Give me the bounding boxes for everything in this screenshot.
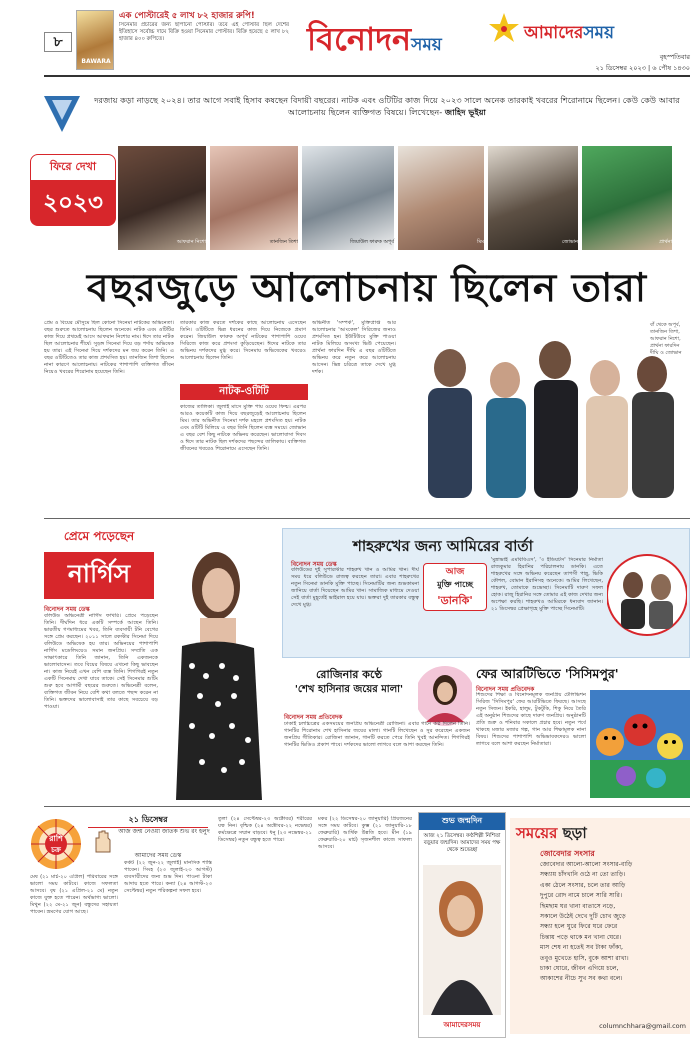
- sisimpur-byline: বিনোদন সময় প্রতিবেদক: [476, 686, 535, 693]
- caption-2: তানজিন তিশা: [269, 239, 298, 245]
- intro-arrow-icon: [44, 96, 80, 138]
- poster-body: সিনেমার প্রচারের জন্য ছাপানো পোস্টার। তবে এই পোস্টার ছিল দেশের ইতিহাসে সর্বোচ্চ দামে বিক্রি হওয়া সিনেমার পোস্টার। বিক্রি হয়েছে ৫ লাখ ৮২ হাজার ৪০০ রুপিতে।: [119, 22, 289, 42]
- nargis-text: বলিউড অভিনেত্রী নার্গিস ফাখরি। প্রেমে পড়েছেন তিনি। দীর্ঘদিন ধরে একটি সম্পর্কে আছেন তিনি। ভারতীয় গণমাধ্যমের খবর, তিনি ব্যবসায়ী টনি বেগের সঙ্গে প্রেম করছেন। ২০১১ সালে রকস্টার সিনেমা দিয়ে বলিউডে অভিষেক হয় তার। অভিনয়ের পাশাপাশি নার্গিস মডেলিংয়েও সমান জনপ্রিয়। সম্প্রতি এক সাক্ষাৎকারে তিনি জানান, তিনি একজনকে ভালোবাসেন। তবে বিয়ের বিষয়ে এখনো কিছু ভাবছেন না। কাজ নিয়েই এখন বেশি ব্যস্ত তিনি। শিগগিরই নতুন একটি সিনেমায় দেখা যাবে তাকে। সেই সিনেমার শুটিং শুরু হবে আগামী বছরের শুরুতে। অভিনেত্রী বলেন, ব্যক্তিগত জীবন নিয়ে বেশি কথা বলতে পছন্দ করেন না তিনি। ভক্তদের ভালোবাসাই তার কাছে সবচেয়ে বড় পাওয়া।: [44, 613, 158, 710]
- rojina-headline-2: 'শেখ হাসিনার জয়ের মালা': [284, 682, 414, 699]
- intro-author: জাহিদ ভূইয়া: [444, 107, 486, 117]
- main-headline: বছরজুড়ে আলোচনায় ছিলেন তারা: [86, 265, 648, 311]
- photo-afran-nisho: [118, 146, 206, 250]
- caption-5: জোভান: [561, 239, 578, 245]
- horoscope-col4: মকর (২২ ডিসেম্বর-২০ জানুয়ারি) প্রিয়জনের সঙ্গে সময় কাটবে। কুম্ভ (২১ জানুয়ারি-১৮ ফেব্রুয়ারি) আর্থিক উন্নতি হবে। মীন (১৯ ফেব্রুয়ারি-২০ মার্চ) সৃজনশীল কাজে সাফল্য আসবে।: [318, 816, 412, 850]
- rashi-title: রাশি: [49, 834, 63, 843]
- rashi-wheel-icon: [30, 818, 82, 870]
- section-rule-1: [44, 518, 690, 519]
- caption-3: জিয়াউল ফারুক অপূর্ব: [349, 239, 394, 245]
- photo-mim: [398, 146, 484, 250]
- poem-line: মাস শেষ না হতেই সব টাকা ফাঁকা,: [540, 944, 624, 952]
- masthead: [0, 0, 700, 78]
- header-rule: [44, 75, 690, 77]
- rojina-byline: বিনোদন সময় প্রতিবেদক: [284, 714, 343, 721]
- poem-line: চাকা ঘোরে, জীবন এগিয়ে চলে,: [540, 965, 619, 973]
- intro-text: [92, 94, 682, 118]
- birthday-photo: [423, 865, 501, 1015]
- dunki-badge-top: আজ: [445, 567, 465, 577]
- nargis-photo: [162, 526, 278, 800]
- birthday-text: আজ ২১ ডিসেম্বর। কণ্ঠশিল্পী নিশিতা বড়ুয়ার জন্মদিন। আমাদের সময় পক্ষ থেকে শুভেচ্ছা: [423, 833, 501, 853]
- dunki-badge-name: 'ডানকি': [437, 594, 473, 607]
- page-number-box: [44, 32, 72, 52]
- issue-date: ২১ ডিসেম্বর ২০২৩ | ৬ পৌষ ১৪৩০: [595, 64, 690, 72]
- sisimpur-text: শিশুদের শিক্ষা ও বিনোদনমূলক জনপ্রিয় টেলিভিশন সিরিজ 'সিসিমপুর' ফের আরটিভিতে ফিরছে। আসছে নতুন সিজন। ইকরি, হালুম, টুকটুকি, শিকু নিয়ে তৈরি এই অনুষ্ঠান শিশুদের কাছে দারুণ জনপ্রিয়। অনুষ্ঠানটি প্রতি শুক্র ও শনিবার সকালে প্রচার হবে। নতুন পর্বে থাকছে মজার মজার গল্প, গান আর শিক্ষামূলক নানা বিষয়। শিশুদের পাশাপাশি অভিভাবকদেরও ভালো লাগবে বলে আশা করছেন নির্মাতারা।: [476, 692, 586, 747]
- shahrukh-headline: শাহরুখের জন্য আমিরের বার্তা: [352, 537, 534, 555]
- nargis-label: [44, 528, 154, 592]
- poem-line: সন্ধ্যা হলে ঘুরে ফিরে ঘরে ফেরে: [540, 923, 618, 931]
- chhora-title: [516, 822, 686, 847]
- rojina-photo: [418, 664, 472, 728]
- poem-line: সন্ধ্যায় চাঁদখানি ওঠে না তো তাড়ি।: [540, 871, 626, 879]
- poem-line: একা ঠেলে সংসার, চলে তার আড়ি: [540, 881, 626, 889]
- intro-body: দরজায় কড়া নাড়ছে ২০২৪। তার আগে সবাই হিসাব কষছেন বিদায়ী বছরের। নাটক এবং ওটিটির কাজ দিয়ে ২০২৩ সালে অনেক তারকাই খবরের শিরোনামে ছিলেন। কেউ কেউ আবার আলোচনায় ছিলেন ব্যক্তিগত বিষয়ে। লিখেছেন-: [94, 95, 680, 117]
- caption-6: প্রার্থনা: [659, 239, 672, 245]
- shahrukh-amir-photo: [607, 545, 687, 645]
- photo-jovan: [488, 146, 578, 250]
- nargis-label-top: প্রেমে পড়েছেন: [63, 529, 135, 543]
- poem-line: জোবেদার আলো-আলো সংসার-বাড়ি: [540, 861, 633, 868]
- chhora-title-b: ছড়া: [562, 824, 587, 842]
- horoscope-col3: তুলা (২৪ সেপ্টেম্বর-২৩ অক্টোবর) শরীরের যত্ন নিন। বৃশ্চিক (২৪ অক্টোবর-২২ নভেম্বর) কর্মক্ষেত্রে সম্মান বাড়বে। ধনু (২৩ নভেম্বর-২১ ডিসেম্বর) নতুন বন্ধুত্ব হতে পারে।: [218, 816, 312, 843]
- lookback-label: [30, 154, 116, 224]
- horoscope-date-header: ২১ ডিসেম্বর: [88, 814, 208, 828]
- star-icon: [488, 12, 520, 44]
- photo-apurba: [302, 146, 394, 250]
- main-story-col2: তারকার কাজ করতে দর্শকের কাছে আলোচনায় এসেছেন তিনি। ওটিটিতে ভিন্ন ধরনের কাজ দিয়ে নিজেকে প্রমাণ করেন। জিয়াউল ফারুক অপূর্ব নাটকের পাশাপাশি ওয়েব সিরিজে কাজ করে প্রশংসা কুড়িয়েছেন। ঈদের নাটকে তার অভিনয় দর্শকদের মুগ্ধ করে। সিনেমায় অভিষেকের খবরেও আলোচনায় ছিলেন তিনি।: [180, 320, 306, 361]
- section-tag: [180, 384, 308, 400]
- chhora-title-a: সময়ের: [516, 824, 558, 842]
- birthday-box: [418, 812, 506, 1038]
- poster-headline: এক পোস্টারেই ৫ লাখ ৮২ হাজার রুপি!: [119, 11, 255, 21]
- page-number: ৮: [53, 34, 63, 50]
- chhora-poem: [540, 860, 686, 985]
- dunki-badge-mid: মুক্তি পাচ্ছে: [437, 580, 473, 589]
- horoscope-section: [30, 812, 414, 1038]
- brand-amader-somoy: সময়: [583, 23, 614, 43]
- shahrukh-col2: 'মুন্নাভাই এমবিবিএস', '৩ ইডিয়টস' সিনেমার নির্মাতা রাজকুমার হিরানির পরিচালনায় ডানকি। এতে শাহরুখের সঙ্গে অভিনয় করেছেন তাপসী পান্নু, ভিকি কৌশল, বোমান ইরানিসহ অনেকে। আমির লিখেছেন, শাহরুখ, তোমাকে শুভেচ্ছা। সিনেমাটি দারুণ সফল হোক। রাজু হিরানির সঙ্গে তোমার এই কাজ দেখার জন্য অপেক্ষা করছি। শাহরুখও আমিরকে ধন্যবাদ জানান। ২১ ডিসেম্বর প্রেক্ষাগৃহে মুক্তি পাচ্ছে সিনেমাটি।: [491, 557, 603, 612]
- chhora-poem-title: জোবেদার সংসার: [540, 849, 595, 858]
- section-rule-2: [44, 806, 690, 807]
- rojina-text: ঢাকাই চলচ্চিত্রের একসময়ের জনপ্রিয় অভিনেত্রী রোজিনা। এবার গানে কণ্ঠ দিলেন তিনি। গানটির শিরোনাম শেখ হাসিনার জয়ের মালা। গানটি লিখেছেন ও সুর করেছেন একজন জনপ্রিয় গীতিকার। রোজিনা জানান, গানটি করতে পেরে তিনি খুবই আনন্দিত। শিগগিরই গানটির ভিডিও প্রকাশ পাবে। দর্শকদের ভালো লাগবে বলে আশা করছেন তিনি।: [284, 721, 470, 748]
- horoscope-col1: মেষ (২১ মার্চ-২০ এপ্রিল) পরিবারের সঙ্গে ভালো সময় কাটবে। কাজে সফলতা আসবে। বৃষ (২১ এপ্রিল-২১ মে) নতুন কাজে যুক্ত হতে পারেন। অর্থভাগ্য ভালো। মিথুন (২২ মে-২১ জুন) বন্ধুদের সহায়তা পাবেন। ভ্রমণের যোগ আছে।: [30, 874, 118, 915]
- shahrukh-col1: বলিউডের দুই সুপারস্টার শাহরুখ খান ও আমির খান। দীর্ঘ সময় ধরে বলিউডে রাজত্ব করছেন তারা। এবার শাহরুখের নতুন সিনেমা ডানকি মুক্তি পাচ্ছে। সিনেমাটির জন্য শুভকামনা জানিয়ে বার্তা দিয়েছেন আমির খান। সামাজিক মাধ্যমে দেওয়া সেই বার্তা মুহূর্তেই ভাইরাল হয়ে যায়। ভক্তরা দুই তারকার বন্ধুত্ব দেখে মুগ্ধ।: [291, 567, 419, 608]
- caption-4: মিম: [477, 239, 484, 245]
- section-tag-label: নাটক-ওটিটি: [219, 386, 269, 397]
- shahrukh-box: [282, 528, 690, 658]
- group-caption: বাঁ থেকে অপূর্ব, তানজিন তিশা, আফরান নিশো, প্রার্থনা ফারদিন দীঘি ও জোভান: [650, 322, 682, 356]
- poem-line: আকাশের নীচে সুখ সব কথা বলে।: [540, 975, 623, 983]
- rojina-headline-1: রোজিনার কণ্ঠে: [315, 668, 383, 681]
- poem-line: তবুও মুখেতে হাসি, বুকে আশা রাখা।: [540, 954, 629, 962]
- sisimpur-photo: [590, 690, 690, 798]
- birthday-brand: আমাদেরসময়: [443, 1021, 481, 1029]
- poem-line: চিন্তায় পড়ে থাকে মন খানা ঘেরে।: [540, 933, 622, 941]
- poem-line: সকালে উঠেই দেখে দুটি চোখ জুড়ে: [540, 913, 626, 921]
- top-photo-strip: [118, 146, 672, 250]
- poem-line: দুপুরে রোদ নামে চালে সারি সারি।: [540, 892, 623, 900]
- lookback-label-top: ফিরে দেখা: [30, 154, 116, 181]
- brand-somoy: সময়: [411, 35, 442, 55]
- main-story-col3: অভিনীত 'সম্পর্ক', মুক্তিপ্রাপ্ত আর আলোচনার 'আংকেল' সিরিজের জন্যও প্রশংসিত হন। ইউটিউবে মুক্তি পাওয়া নাটক মিলিয়ে অসংখ্য ভিউ পেয়েছেন। প্রার্থনা ফারদিন দীঘি এ বছর ওটিটিতে অভিনয় করে নতুন করে আলোচনায় আসেন। ভিন্ন চরিত্রে তাকে দেখে মুগ্ধ দর্শক।: [312, 320, 396, 375]
- main-story-col1: প্রেম ও বিয়ের মৌসুমে ছিল কোনো সিনেমা নাটকের অভিনেতা। বছর শুরুতে আলোচনায় ছিলেন অনেকে। নাটক এবং ওটিটির কাজ দিয়ে প্রথমেই আসে আফরান নিশোর নাম। ঈদে তার নাটক ছিল আলোচনার শীর্ষে। সুড়ঙ্গ সিনেমা দিয়ে বড় পর্দায় অভিষেক হয় তার। এই সিনেমা দিয়ে দর্শকদের মন জয় করেন তিনি। এ বছর ওটিটিতেও তার কাজ প্রশংসিত হয়। তানজিন তিশা ছিলেন নানা কারণে আলোচনায়। নাটকের পাশাপাশি ব্যক্তিগত জীবন নিয়েও খবরের শিরোনাম হয়েছেন তিনি।: [44, 320, 174, 375]
- horoscope-astrologer: আমাদের সময় ডেস্ক: [134, 852, 182, 859]
- sisimpur-headline: ফের আরটিভিতে 'সিসিমপুর': [476, 666, 619, 681]
- horoscope-quote: আজ জন্ম নেওয়া জাতক শুভ রং হলুদ: [118, 828, 210, 835]
- shahrukh-byline: বিনোদন সময় ডেস্ক: [291, 561, 337, 568]
- poster-label: BAWARA: [81, 58, 111, 65]
- brand-binodon: বিনোদন: [307, 20, 412, 58]
- weekday: বৃহস্পতিবার: [659, 53, 690, 61]
- main-story-col2b: কাজের তালিকা। জুলাই মাসে মুক্তি পায় ওয়েব ফিল্ম। এরপর আরও কয়েকটি কাজ দিয়ে বছরজুড়েই আলোচনায় ছিলেন মিম। তার অভিনীত সিনেমা দর্শক মহলে প্রশংসিত হয়। নাটক এবং ওটিটি মিলিয়ে এ বছর তিনি ছিলেন ব্যস্ত সময়ে। জোভান এ বছর বেশ কিছু নাটকে অভিনয় করেছেন। ভালোবাসা দিবস ও ঈদে তার নাটক ছিল দর্শকদের পছন্দের তালিকায়। ব্যক্তিগত জীবনের খবরেও শিরোনামে এসেছেন তিনি।: [180, 404, 306, 452]
- dunki-badge: [423, 563, 487, 611]
- caption-1: আফরান নিশো: [176, 239, 206, 245]
- chhora-section: [510, 818, 690, 1034]
- group-photo: [400, 318, 690, 512]
- horoscope-col2: কর্কট (২২ জুন-২২ জুলাই) মানসিক শান্তি পাবেন। সিংহ (২৩ জুলাই-২৩ আগস্ট) ব্যবসায়ীদের জন্য শুভ দিন। পাওনা টাকা আদায় হতে পারে। কন্যা (২৪ আগস্ট-২৩ সেপ্টেম্বর) নতুন পরিকল্পনা সফল হবে।: [124, 860, 212, 894]
- birthday-title: শুভ জন্মদিন: [419, 813, 505, 830]
- poem-line: ছিমছাম ঘর খানা বাতাসে নড়ে,: [540, 902, 616, 910]
- photo-tanjin-tisha: [210, 146, 298, 250]
- brand-amader: আমাদের: [524, 23, 584, 43]
- amader-somoy-logo: [524, 20, 664, 42]
- rashi-title2: চক্র: [51, 846, 61, 854]
- nargis-byline: বিনোদন সময় ডেস্ক: [44, 606, 90, 613]
- photo-prarthana: [582, 146, 672, 250]
- nargis-label-name: নার্গিস: [44, 552, 154, 599]
- chhora-email: columnchhara@gmail.com: [599, 1022, 686, 1030]
- poster-image: [76, 10, 114, 70]
- lookback-year: ২০২৩: [30, 181, 116, 226]
- binodon-logo: [307, 14, 457, 62]
